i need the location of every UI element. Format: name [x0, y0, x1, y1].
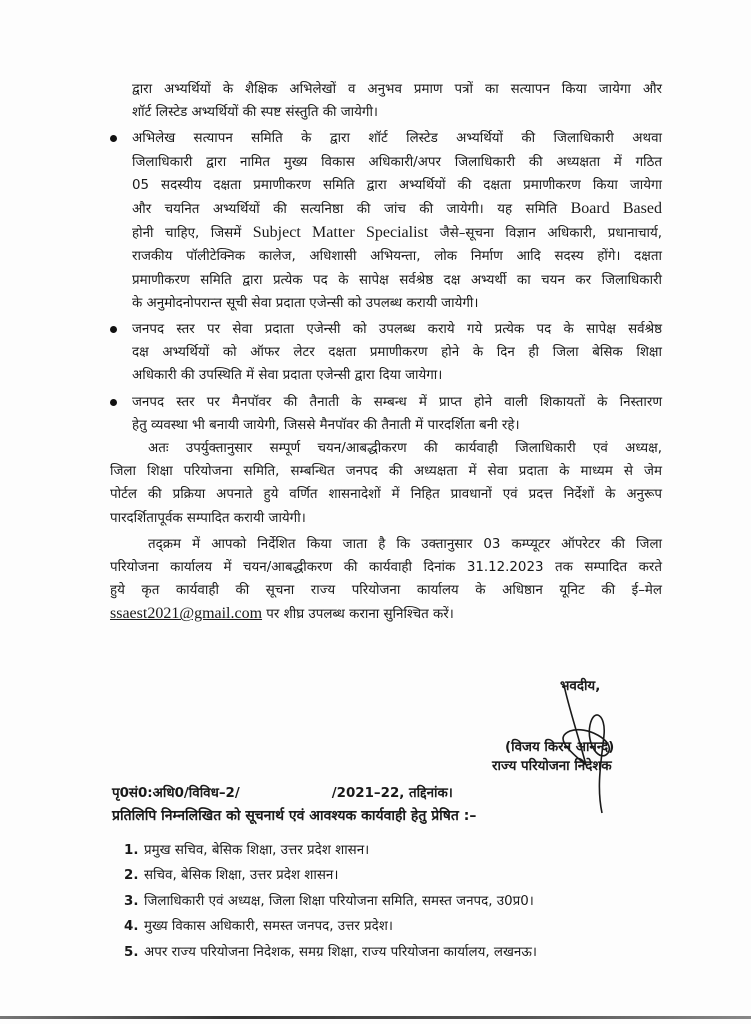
- list-item-text: मुख्य विकास अधिकारी, समस्त जनपद, उत्तर प्रदेश।: [144, 919, 393, 935]
- bullet-item-grievance: [132, 391, 662, 437]
- text-segment: होनी चाहिए, जिसमें: [132, 226, 253, 242]
- text-line: [110, 602, 662, 626]
- text-line: तद्क्रम में आपको निर्देशित किया जाता है कि उक्तानुसार 03 कम्प्यूटर ऑपरेटर की जिला: [148, 536, 662, 552]
- copy-to-list: [124, 838, 537, 965]
- signature-greeting: भवदीय,: [560, 679, 601, 694]
- list-item: [124, 863, 537, 888]
- text-line: परियोजना कार्यालय में चयन/आबद्धीकरण की कार्यवाही दिनांक 31.12.2023 तक सम्पादित करते: [110, 560, 662, 576]
- text-line: [132, 221, 662, 245]
- list-item: [124, 838, 537, 863]
- list-item-text: प्रमुख सचिव, बेसिक शिक्षा, उत्तर प्रदेश शासन।: [144, 843, 370, 858]
- list-item-text: अपर राज्य परियोजना निदेशक, समग्र शिक्षा, राज्य परियोजना कार्यालय, लखनऊ।: [144, 944, 537, 960]
- text-line: अभिलेख सत्यापन समिति के द्वारा शॉर्ट लिस्टेड अभ्यर्थियों की जिलाधिकारी अथवा: [132, 131, 662, 147]
- latin-term: Board Based: [570, 200, 662, 218]
- signatory-name: (विजय किरन आनन्द): [505, 740, 615, 755]
- text-line: प्रमाणीकरण समिति द्वारा प्रत्येक पद के सापेक्ष सर्वश्रेष्ठ दक्ष अभ्यर्थी का चयन कर जिलाधिकारी: [132, 272, 662, 288]
- text-line: 05 सदस्यीय दक्षता प्रमाणीकरण समिति द्वारा अभ्यर्थियों की दक्षता प्रमाणीकरण किया जायेगा: [132, 177, 662, 193]
- text-line: पोर्टल की प्रक्रिया अपनाते हुये वर्णित शासनादेशों में निहित प्रावधानों एवं प्रदत्त निर्देशों के अनुरूप: [110, 487, 662, 503]
- text-line: अतः उपर्युक्तानुसार सम्पूर्ण चयन/आबद्धीकरण की कार्यवाही जिलाधिकारी एवं अध्यक्ष,: [148, 441, 662, 457]
- bullet-item-offer-letter: [132, 318, 662, 388]
- list-item: [124, 940, 537, 965]
- list-item: [124, 914, 537, 939]
- text-line: दक्ष अभ्यर्थियों को ऑफर लेटर दक्षता प्रमाणीकरण होने के दिन ही जिला बेसिक शिक्षा: [132, 345, 662, 361]
- text-line: हुये कृत कार्यवाही की सूचना राज्य परियोजना कार्यालय के अधिष्ठान यूनिट की ई–मेल: [110, 583, 662, 599]
- letter-body: [110, 78, 662, 627]
- list-item-number: 1.: [124, 843, 139, 858]
- text-line: राजकीय पॉलीटेक्निक कालेज, अधिशासी अभियन्ता, लोक निर्माण आदि सदस्य होंगे। दक्षता: [132, 249, 662, 265]
- latin-term: Subject Matter Specialist: [252, 224, 429, 242]
- reference-number-prefix: पृ0सं0:अधि0/विविध–2/: [112, 786, 240, 801]
- list-item-number: 4.: [124, 919, 139, 935]
- bullet-icon: [110, 135, 117, 142]
- text-line: जनपद स्तर पर मैनपॉवर की तैनाती के सम्बन्ध में प्राप्त होने वाली शिकायतों के निस्तारण: [132, 394, 662, 410]
- text-line: [132, 197, 662, 221]
- paragraph-selection-process: [110, 437, 662, 530]
- bullet-item-verification-committee: [132, 127, 662, 315]
- text-line: अधिकारी की उपस्थिति में सेवा प्रदाता एजेन्सी द्वारा दिया जायेगा।: [132, 368, 443, 384]
- text-segment: जैसे–सूचना विज्ञान अधिकारी, प्रधानाचार्य,: [428, 226, 662, 242]
- text-line: पारदर्शितापूर्वक सम्पादित करायी जायेगी।: [110, 510, 306, 526]
- list-item-number: 2.: [124, 868, 139, 884]
- copy-to-heading: प्रतिलिपि निम्नलिखित को सूचनार्थ एवं आवश्यक कार्यवाही हेतु प्रेषित :–: [112, 808, 477, 824]
- text-line: के अनुमोदनोपरान्त सूची सेवा प्रदाता एजेन्सी को उपलब्ध करायी जायेगी।: [132, 295, 479, 311]
- list-item: [124, 889, 537, 914]
- text-line: जनपद स्तर पर सेवा प्रदाता एजेन्सी को उपलब्ध कराये गये प्रत्येक पद के सापेक्ष सर्वश्रेष्ठ: [132, 322, 662, 338]
- bullet-icon: [110, 399, 117, 406]
- text-line: हेतु व्यवस्था भी बनायी जायेगी, जिससे मैनपॉवर की तैनाती में पारदर्शिता बनी रहे।: [132, 417, 520, 433]
- intro-paragraph: [132, 78, 662, 124]
- list-item-text: सचिव, बेसिक शिक्षा, उत्तर प्रदेश शासन।: [144, 868, 339, 884]
- reference-number-year: /2021–22, तद्दिनांक।: [331, 786, 453, 801]
- scan-edge-divider: [0, 1016, 751, 1019]
- list-item-number: 5.: [124, 944, 139, 960]
- paragraph-directive: [110, 533, 662, 627]
- list-item-number: 3.: [124, 893, 139, 909]
- handwritten-signature-icon: [556, 685, 646, 815]
- list-item-text: जिलाधिकारी एवं अध्यक्ष, जिला शिक्षा परियोजना समिति, समस्त जनपद, उ0प्र0।: [144, 893, 534, 909]
- bullet-icon: [110, 326, 117, 333]
- signatory-title: राज्य परियोजना निदेशक: [492, 759, 612, 774]
- text-segment: पर शीघ्र उपलब्ध कराना सुनिश्चित करें।: [262, 607, 454, 623]
- text-segment: और चयनित अभ्यर्थियों की सत्यनिष्ठा की जांच की जायेगी। यह समिति: [132, 202, 571, 218]
- text-line: जिलाधिकारी द्वारा नामित मुख्य विकास अधिकारी/अपर जिलाधिकारी की अध्यक्षता में गठित: [132, 154, 662, 170]
- reference-number: [112, 783, 453, 801]
- email-link[interactable]: ssaest2021@gmail.com: [110, 605, 263, 623]
- text-line: जिला शिक्षा परियोजना समिति, सम्बन्धित जनपद की अध्यक्षता में सेवा प्रदाता के माध्यम से जेम: [110, 464, 662, 480]
- text-line: द्वारा अभ्यर्थियों के शैक्षिक अभिलेखों व अनुभव प्रमाण पत्रों का सत्यापन किया जायेगा और: [132, 82, 662, 97]
- text-line: शॉर्ट लिस्टेड अभ्यर्थियों की स्पष्ट संस्तुति की जायेगी।: [132, 105, 378, 121]
